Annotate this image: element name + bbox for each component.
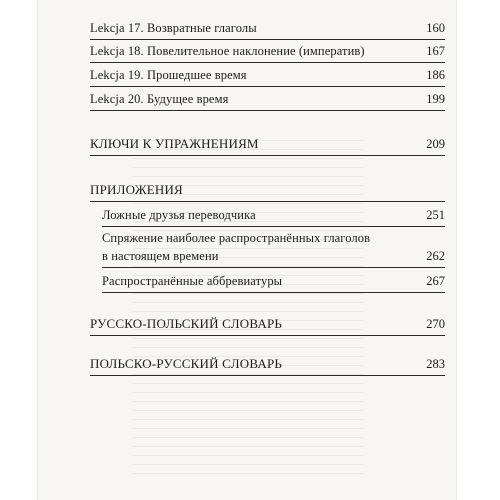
toc-entry-page: 251 xyxy=(426,208,445,222)
toc-entry-rule xyxy=(90,201,445,202)
toc-entry-abbreviations xyxy=(90,273,450,293)
toc-entry-title: Lekcja 18. Повелительное наклонение (императив) xyxy=(90,44,365,58)
toc-entry-title: Lekcja 17. Возвратные глаголы xyxy=(90,21,257,35)
toc-entry-title: Спряжение наиболее распространённых глаголов xyxy=(102,231,371,245)
toc-section-title: КЛЮЧИ К УПРАЖНЕНИЯМ xyxy=(90,136,259,151)
toc-entry-lesson-20 xyxy=(90,91,450,111)
toc-entry-rule xyxy=(90,62,445,63)
toc-entry-rule xyxy=(102,226,445,227)
toc-entry-rule xyxy=(90,110,445,111)
toc-entry-page: 262 xyxy=(426,249,445,263)
toc-entry-lesson-18 xyxy=(90,43,450,63)
toc-section-appendix xyxy=(90,182,450,202)
toc-entry-page: 186 xyxy=(426,68,445,82)
toc-entry-rule xyxy=(90,375,445,376)
toc-entry-page: 283 xyxy=(426,357,445,371)
toc-entry-rule xyxy=(102,267,445,268)
toc-entry-page: 160 xyxy=(426,21,445,35)
toc-entry-russian-polish-dictionary xyxy=(90,316,450,336)
toc-entry-keys xyxy=(90,136,450,156)
toc-section-title: ПРИЛОЖЕНИЯ xyxy=(90,182,183,197)
toc-entry-title: в настоящем времени xyxy=(102,249,219,263)
toc-entry-false-friends xyxy=(90,207,450,227)
toc-entry-polish-russian-dictionary xyxy=(90,356,450,376)
toc-entry-lesson-19 xyxy=(90,67,450,87)
toc-entry-page: 267 xyxy=(426,274,445,288)
toc-entry-conjugation-line-1 xyxy=(90,230,450,250)
toc-section-title: ПОЛЬСКО-РУССКИЙ СЛОВАРЬ xyxy=(90,356,283,371)
toc-entry-page: 199 xyxy=(426,92,445,106)
toc-entry-rule xyxy=(102,292,445,293)
toc-entry-page: 167 xyxy=(426,44,445,58)
toc-entry-page: 209 xyxy=(426,137,445,151)
toc-entry-page: 270 xyxy=(426,317,445,331)
toc-entry-title: Lekcja 19. Прошедшее время xyxy=(90,68,247,82)
toc-entry-lesson-17 xyxy=(90,20,450,40)
book-page xyxy=(38,0,456,500)
toc-entry-conjugation-line-2 xyxy=(90,248,450,268)
toc-entry-title: Ложные друзья переводчика xyxy=(102,208,256,222)
toc-section-title: РУССКО-ПОЛЬСКИЙ СЛОВАРЬ xyxy=(90,316,283,331)
toc-entry-rule xyxy=(90,86,445,87)
toc-entry-rule xyxy=(90,335,445,336)
toc-entry-rule xyxy=(90,39,445,40)
toc-entry-title: Распространённые аббревиатуры xyxy=(102,274,283,288)
table-of-contents xyxy=(90,0,450,500)
toc-entry-rule xyxy=(90,155,445,156)
toc-entry-title: Lekcja 20. Будущее время xyxy=(90,92,229,106)
